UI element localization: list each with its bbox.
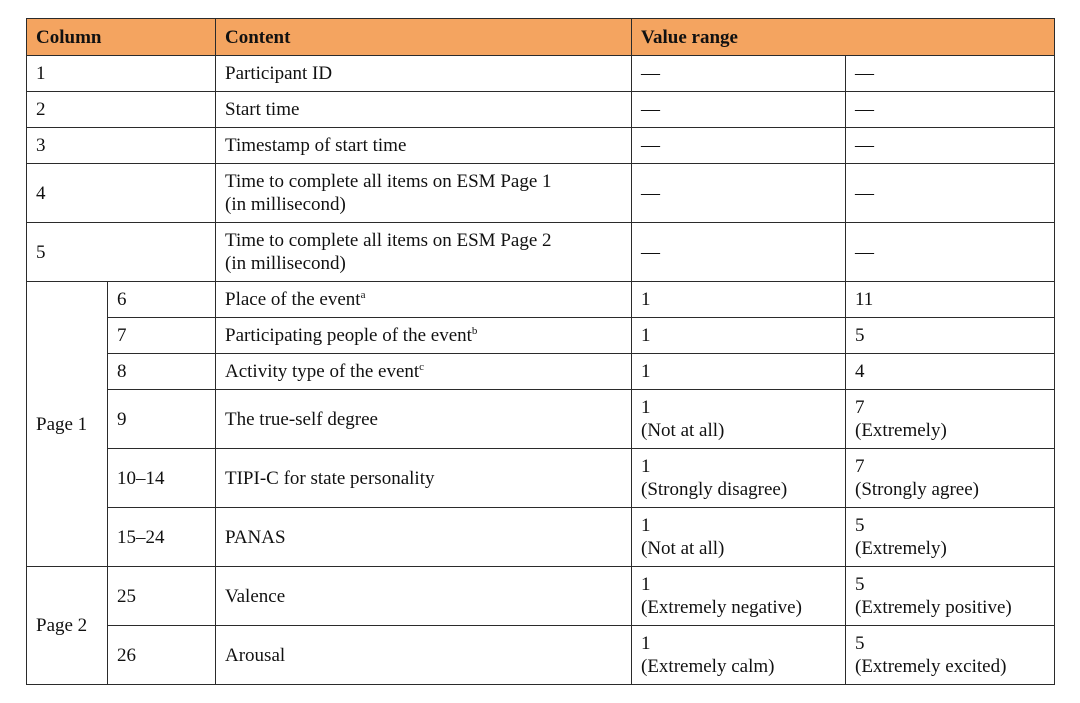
- content-cell: Start time: [216, 92, 632, 128]
- min-label: (Extremely negative): [641, 597, 802, 618]
- max-cell: —: [846, 128, 1055, 164]
- esm-data-table: [26, 18, 1055, 685]
- content-text: Place of the event: [225, 289, 361, 310]
- max-value: 5: [855, 515, 865, 536]
- column-cell: 8: [108, 354, 216, 390]
- max-cell: —: [846, 223, 1055, 282]
- content-cell: Participant ID: [216, 56, 632, 92]
- min-cell: 1: [632, 318, 846, 354]
- max-label: (Strongly agree): [855, 479, 979, 500]
- max-cell: [846, 508, 1055, 567]
- content-cell: Timestamp of start time: [216, 128, 632, 164]
- table-row: [27, 128, 1055, 164]
- table-row: [27, 508, 1055, 567]
- content-cell: PANAS: [216, 508, 632, 567]
- column-cell: 15–24: [108, 508, 216, 567]
- content-text: Participating people of the event: [225, 325, 472, 346]
- min-cell: —: [632, 92, 846, 128]
- min-cell: [632, 449, 846, 508]
- max-cell: 5: [846, 318, 1055, 354]
- min-cell: —: [632, 56, 846, 92]
- header-value-range: Value range: [632, 19, 1055, 56]
- min-value: 1: [641, 633, 651, 654]
- max-value: 5: [855, 633, 865, 654]
- table-row: [27, 449, 1055, 508]
- max-cell: —: [846, 56, 1055, 92]
- min-cell: 1: [632, 282, 846, 318]
- min-cell: 1: [632, 354, 846, 390]
- footnote-marker: b: [471, 325, 478, 337]
- min-label: (Extremely calm): [641, 656, 775, 677]
- column-cell: 5: [27, 223, 216, 282]
- column-cell: 4: [27, 164, 216, 223]
- content-cell: Arousal: [216, 626, 632, 685]
- max-cell: —: [846, 164, 1055, 223]
- table-row: [27, 390, 1055, 449]
- header-content: Content: [216, 19, 632, 56]
- content-cell: [216, 223, 632, 282]
- column-cell: 26: [108, 626, 216, 685]
- min-value: 1: [641, 397, 651, 418]
- max-label: (Extremely): [855, 420, 947, 441]
- table-row: [27, 626, 1055, 685]
- table-row: [27, 282, 1055, 318]
- min-label: (Strongly disagree): [641, 479, 788, 500]
- table-row: [27, 354, 1055, 390]
- content-cell: [216, 318, 632, 354]
- column-cell: 2: [27, 92, 216, 128]
- table-row: [27, 92, 1055, 128]
- table-row: [27, 223, 1055, 282]
- table-row: [27, 164, 1055, 223]
- min-value: 1: [641, 515, 651, 536]
- header-column: Column: [27, 19, 216, 56]
- column-cell: 1: [27, 56, 216, 92]
- min-cell: —: [632, 164, 846, 223]
- column-cell: 7: [108, 318, 216, 354]
- min-cell: [632, 626, 846, 685]
- group-label-page2: Page 2: [27, 567, 108, 685]
- content-cell: The true-self degree: [216, 390, 632, 449]
- min-cell: —: [632, 128, 846, 164]
- min-cell: —: [632, 223, 846, 282]
- max-value: 7: [855, 456, 865, 477]
- min-cell: [632, 390, 846, 449]
- column-cell: 9: [108, 390, 216, 449]
- group-label-page1: Page 1: [27, 282, 108, 567]
- content-cell: [216, 164, 632, 223]
- content-cell: TIPI-C for state personality: [216, 449, 632, 508]
- header-row: [27, 19, 1055, 56]
- max-cell: 11: [846, 282, 1055, 318]
- content-line: Time to complete all items on ESM Page 1: [225, 171, 552, 192]
- max-label: (Extremely excited): [855, 656, 1007, 677]
- footnote-marker: c: [419, 361, 425, 373]
- max-cell: 4: [846, 354, 1055, 390]
- max-cell: [846, 390, 1055, 449]
- footnote-marker: a: [360, 289, 366, 301]
- content-line: (in millisecond): [225, 194, 346, 215]
- column-cell: 3: [27, 128, 216, 164]
- content-cell: [216, 282, 632, 318]
- column-cell: 25: [108, 567, 216, 626]
- max-cell: [846, 567, 1055, 626]
- content-line: Time to complete all items on ESM Page 2: [225, 230, 552, 251]
- max-value: 5: [855, 574, 865, 595]
- table-row: [27, 56, 1055, 92]
- content-cell: Valence: [216, 567, 632, 626]
- min-label: (Not at all): [641, 538, 725, 559]
- max-value: 7: [855, 397, 865, 418]
- min-value: 1: [641, 574, 651, 595]
- column-cell: 10–14: [108, 449, 216, 508]
- max-label: (Extremely): [855, 538, 947, 559]
- max-label: (Extremely positive): [855, 597, 1012, 618]
- content-text: Activity type of the event: [225, 361, 420, 382]
- min-cell: [632, 508, 846, 567]
- max-cell: [846, 626, 1055, 685]
- table-row: [27, 567, 1055, 626]
- content-cell: [216, 354, 632, 390]
- column-cell: 6: [108, 282, 216, 318]
- content-line: (in millisecond): [225, 253, 346, 274]
- table-row: [27, 318, 1055, 354]
- min-label: (Not at all): [641, 420, 725, 441]
- min-value: 1: [641, 456, 651, 477]
- max-cell: —: [846, 92, 1055, 128]
- min-cell: [632, 567, 846, 626]
- max-cell: [846, 449, 1055, 508]
